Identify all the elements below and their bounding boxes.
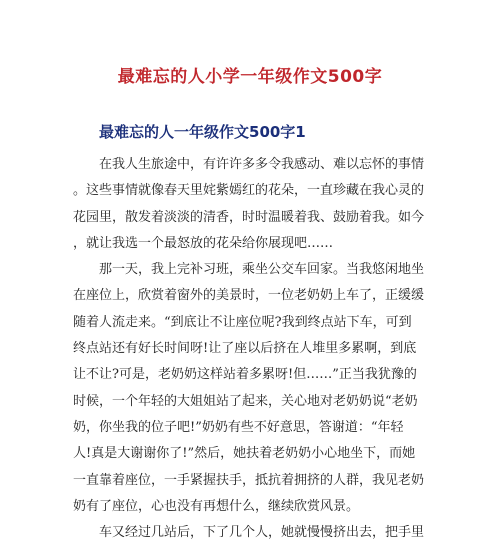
text-line: 人!真是大谢谢你了!”然后，她扶着老奶奶小心地坐下，而她 [73,446,416,462]
text-line: 。这些事情就像春天里姹紫嫣红的花朵，一直珍藏在我心灵的 [73,183,425,199]
text-line: ，就让我选一个最怒放的花朵给你展现吧…… [73,235,334,251]
text-line: 随着人流走来。“到底让不让座位呢?我到终点站下车，可到 [73,314,412,330]
text-line: 终点站还有好长时间呀!让了座以后挤在人堆里多累啊，到底 [73,341,417,357]
text-line: 奶，你坐我的位子吧!”奶奶有些不好意思，答谢道：“年轻 [73,419,404,435]
text-line: 车又经过几站后，下了几个人，她就慢慢挤出去，把手里 [73,525,425,541]
text-line: 那一天，我上完补习班，乘坐公交车回家。当我悠闲地坐 [73,262,425,278]
section-heading: 最难忘的人一年级作文500字1 [99,123,306,141]
document-title: 最难忘的人小学一年级作文500字 [117,67,383,87]
body-text [73,152,433,546]
text-line: 一直靠着座位，一手紧握扶手，抵抗着拥挤的人群，我见老奶 [73,472,425,488]
text-line: 奶有了座位，心也没有再想什么，继续欣赏风景。 [73,498,360,514]
text-line: 在座位上，欣赏着窗外的美景时，一位老奶奶上车了，正缓缓 [73,288,425,304]
text-line: 在我人生旅途中，有许许多多令我感动、难以忘怀的事情 [73,157,425,172]
text-line: 让不让?可是，老奶奶这样站着多累呀!但……”正当我犹豫的 [73,367,417,383]
text-line: 时候，一个年轻的大姐姐站了起来，关心地对老奶奶说“老奶 [73,393,418,409]
text-line: 花园里，散发着淡淡的清香，时时温暖着我、鼓励着我。如今 [73,209,425,225]
